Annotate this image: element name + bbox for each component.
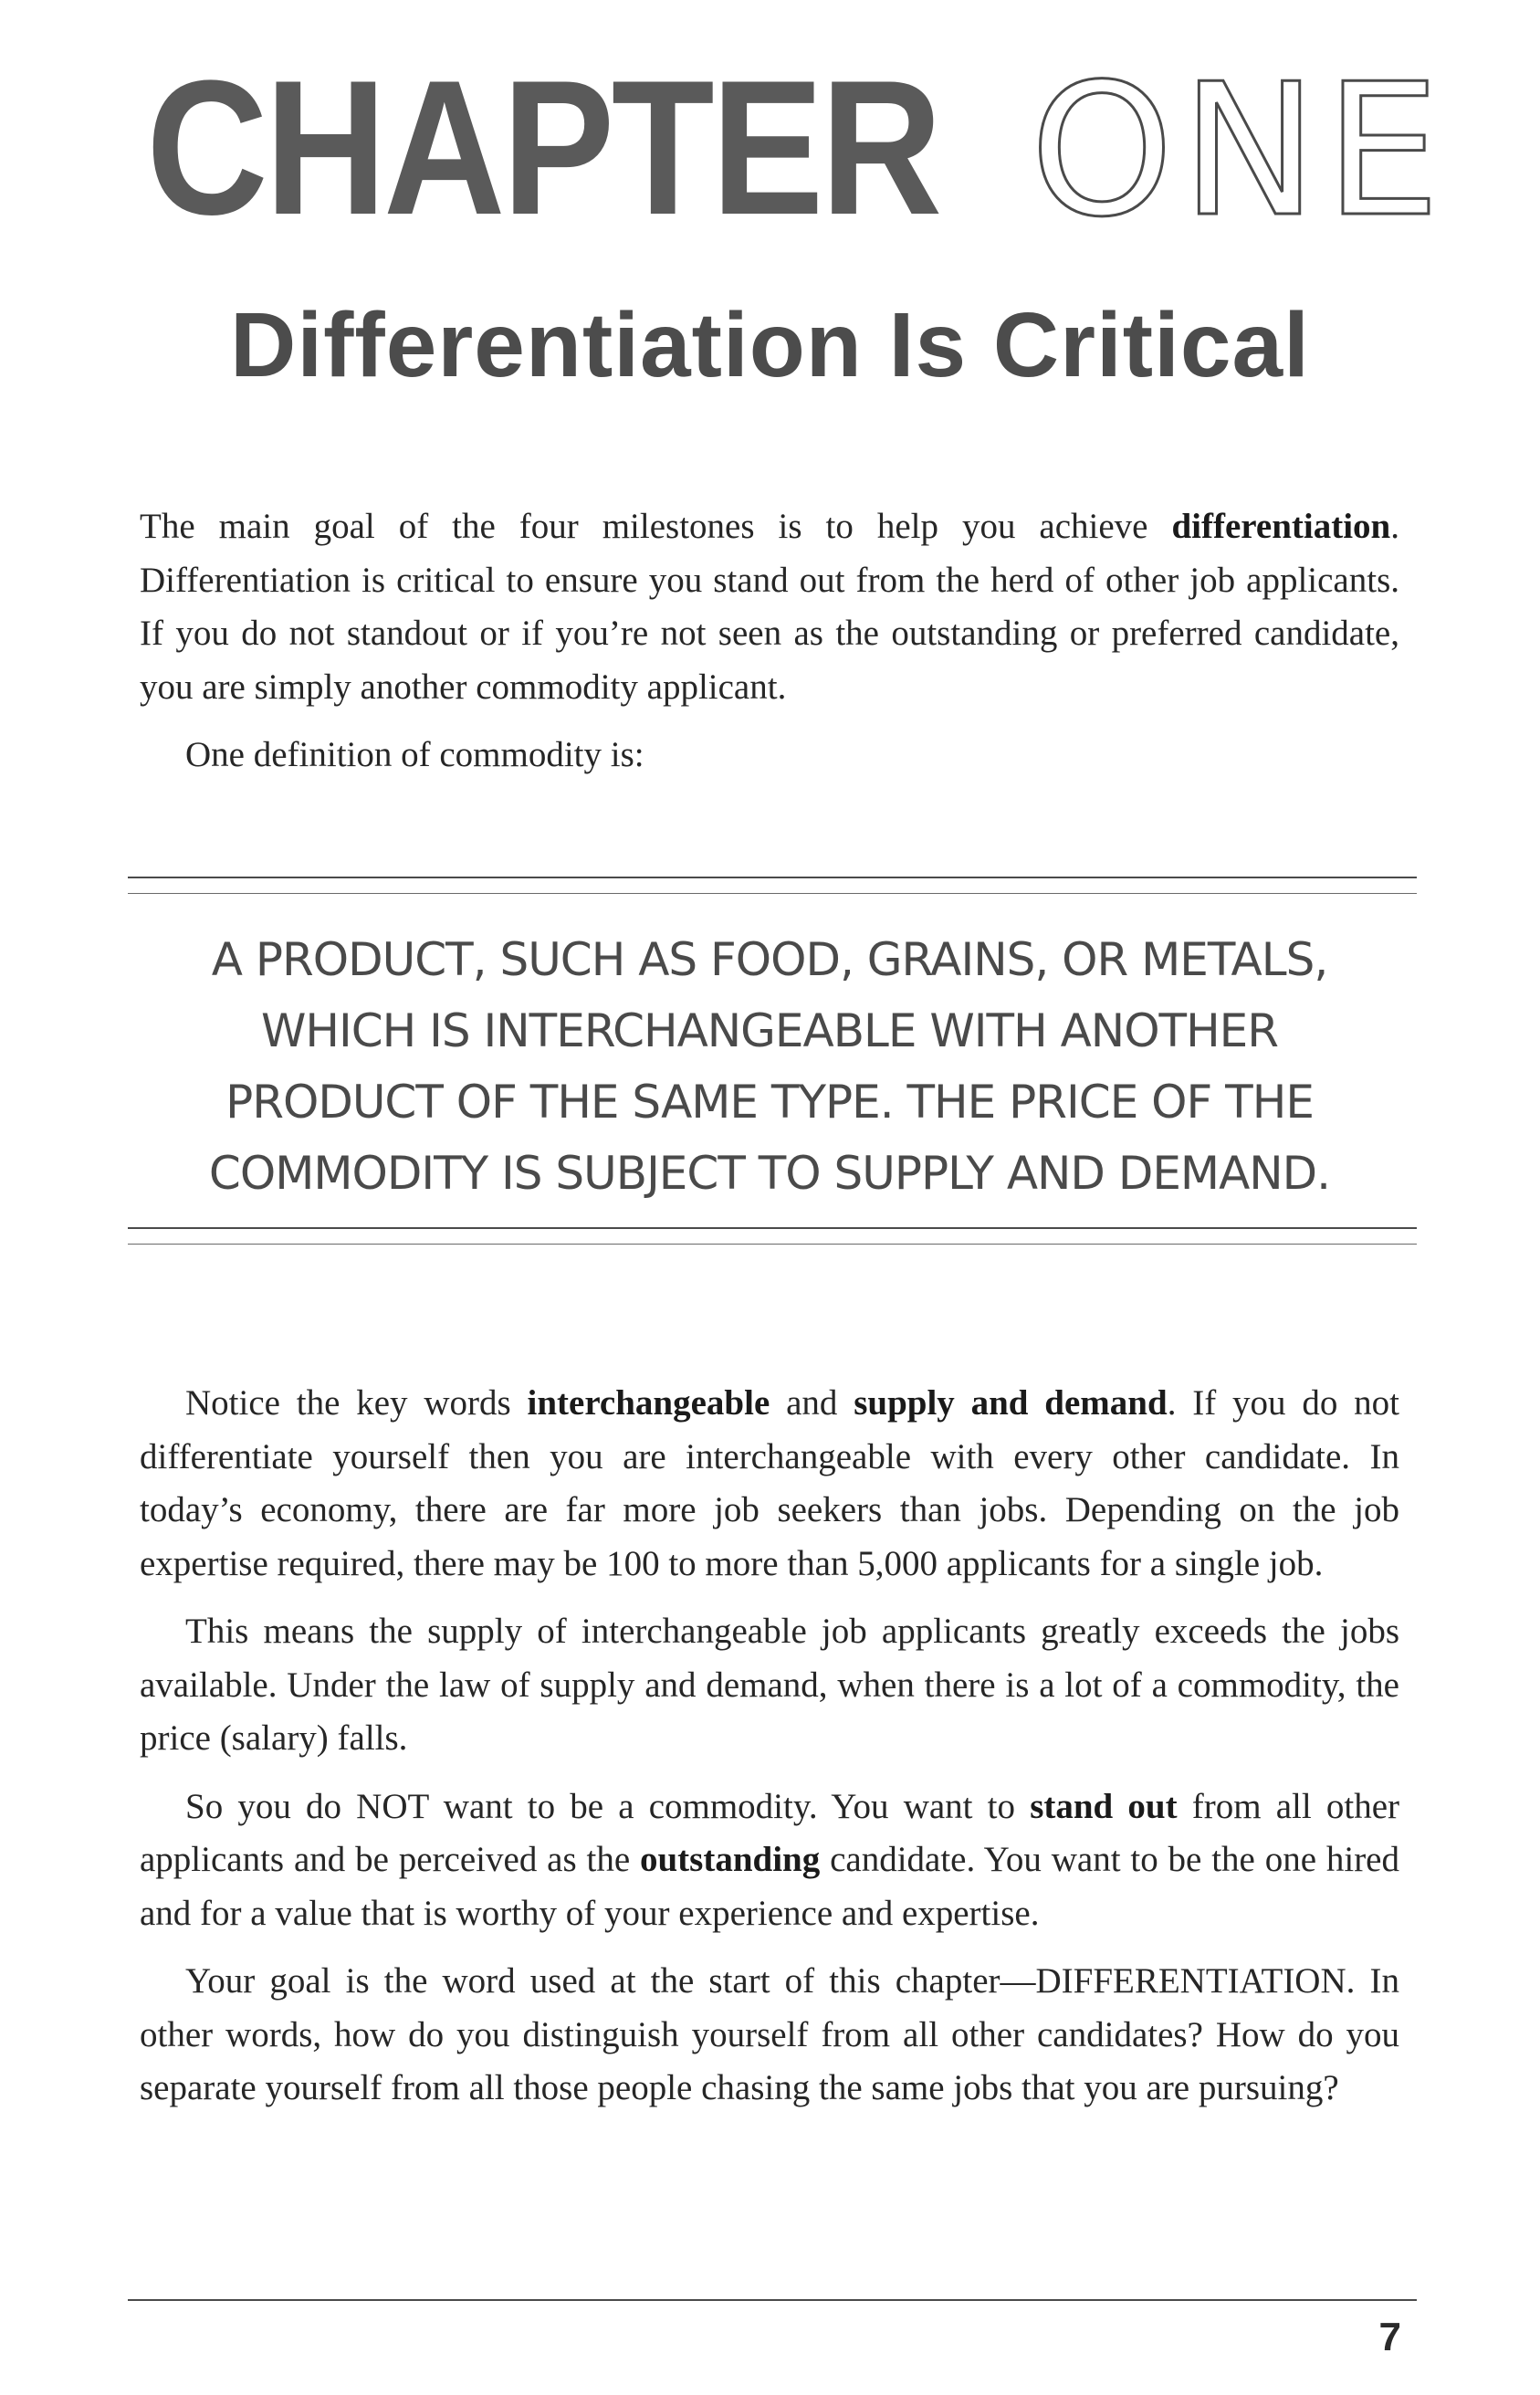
body-section (140, 1377, 1399, 2130)
definition-top-rule (128, 877, 1417, 878)
body-paragraph: So you do NOT want to be a commodity. You want to stand out from all other applicants and be perceived as the outstanding candidate. You want to be the one hired and for a value that is worthy of your experience and expertise. (140, 1786, 1399, 1933)
chapter-heading (0, 40, 1540, 257)
definition-line: WHICH IS INTERCHANGEABLE WITH ANOTHER (260, 1004, 1279, 1057)
keyword-outstanding: outstanding (639, 1840, 821, 1879)
keyword-supply-demand: supply and demand (854, 1383, 1168, 1423)
body-paragraph: This means the supply of interchangeable job applicants greatly exceeds the jobs available. Under the law of supply and demand, when there is a lot of a commodity, the price (salary) falls. (140, 1612, 1399, 1758)
intro-section (140, 500, 1399, 797)
keyword-differentiation: differentiation (1171, 507, 1391, 546)
definition-bottom-rule (128, 1227, 1417, 1229)
definition-bottom-rule-secondary (128, 1244, 1417, 1245)
body-paragraph: Your goal is the word used at the start of this chapter—DIFFERENTIATION. In other words, how do you distinguish yourself from all other candidates? How do you separate yourself from all those people chasing the same jobs that you are pursuing? (140, 1961, 1399, 2107)
body-paragraph: Notice the key words interchangeable and supply and demand. If you do not differentiate yourself then you are interchangeable with every other candidate. In today’s economy, there are far more job seekers than jobs. Depending on the job expertise required, there may be 100 to more than 5,000 applicants for a single job. (140, 1383, 1400, 1583)
commodity-definition (140, 924, 1399, 1209)
chapter-label: CHAPTER (146, 40, 940, 255)
definition-line: PRODUCT OF THE SAME TYPE. THE PRICE OF THE (225, 1076, 1314, 1129)
page-number: 7 (1378, 2315, 1401, 2359)
keyword-stand-out: stand out (1030, 1786, 1178, 1826)
chapter-number: ONE (1030, 45, 1448, 257)
definition-top-rule-secondary (128, 893, 1417, 894)
keyword-interchangeable: interchangeable (527, 1383, 770, 1423)
definition-lead-in: One definition of commodity is: (185, 735, 644, 774)
intro-paragraph: The main goal of the four milestones is to help you achieve differentiation. Differentiation is critical to ensure you stand out from the herd of other job applicants. If you do not standout or if you’re not seen as the outstanding or preferred candidate, you are simply another commodity applicant. (140, 507, 1399, 707)
chapter-title: Differentiation Is Critical (230, 294, 1310, 396)
definition-line: A PRODUCT, SUCH AS FOOD, GRAINS, OR METALS, (211, 933, 1328, 986)
footer-rule (128, 2299, 1417, 2301)
definition-line: COMMODITY IS SUBJECT TO SUPPLY AND DEMAND. (208, 1147, 1331, 1200)
